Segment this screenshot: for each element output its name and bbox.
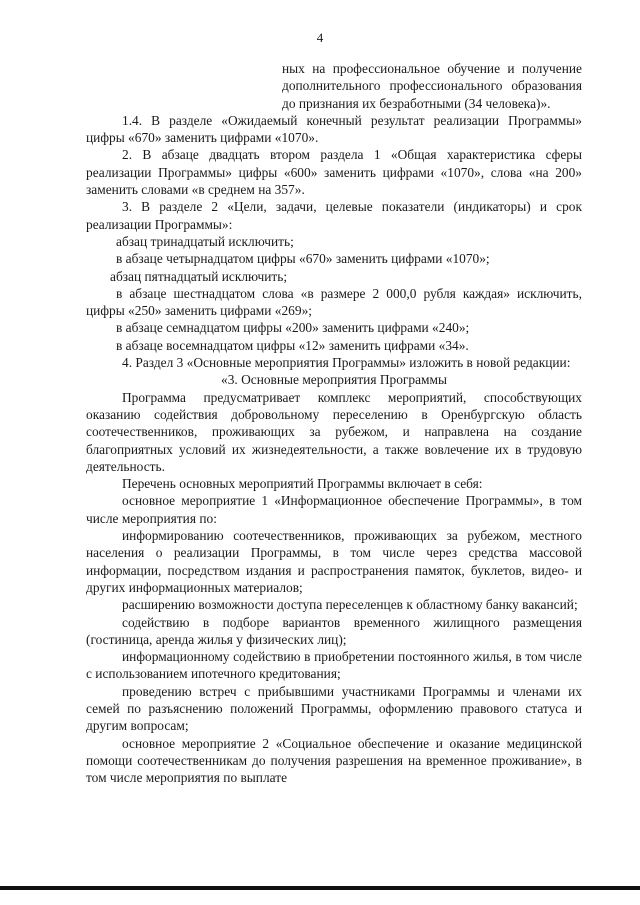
page-number: 4: [316, 30, 324, 45]
paragraph-measure-1-item-3: содействию в подборе вариантов временного жилищного размещения (гостиница, аренда жилья у физических лиц);: [86, 614, 582, 647]
paragraph-4: 4. Раздел 3 «Основные мероприятия Программы» изложить в новой редакции:: [122, 355, 571, 371]
paragraph-measure-1-item-2: расширению возможности доступа переселенцев к областному банку вакансий;: [122, 597, 578, 613]
paragraph-measure-1-item-4: информационному содействию в приобретении постоянного жилья, в том числе с использованием ипотечного кредитования;: [86, 649, 582, 682]
paragraph-3-item-6: в абзаце восемнадцатом цифры «12» заменить цифрами «34».: [116, 337, 469, 353]
paragraph-3-item-4: в абзаце шестнадцатом слова «в размере 2 000,0 рубля каждая» исключить, цифры «250» заменить цифрами «269»;: [86, 285, 582, 319]
paragraph-measure-1: основное мероприятие 1 «Информационное обеспечение Программы», в том числе мероприятия по:: [86, 493, 582, 526]
section-heading: «3. Основные мероприятия Программы: [221, 372, 447, 388]
paragraph-2: 2. В абзаце двадцать втором раздела 1 «Общая характеристика сферы реализации Программы» цифры «600» заменить цифрами «1070», слова «на 200» заменить словами «в среднем на 357».: [86, 147, 582, 198]
paragraph-3-item-2: в абзаце четырнадцатом цифры «670» заменить цифрами «1070»;: [116, 251, 490, 267]
paragraph-program-intro: Программа предусматривает комплекс мероприятий, способствующих оказанию содействия добровольному переселению в Оренбургскую область соотечественников, проживающих за рубежом, и направлена на создание благоприятных условий их жизнедеятельности, а также вовлечение их в трудовую деятельность.: [86, 389, 582, 474]
paragraph-list-intro: Перечень основных мероприятий Программы включает в себя:: [122, 476, 483, 492]
bottom-rule: [0, 886, 640, 890]
paragraph-3: 3. В разделе 2 «Цели, задачи, целевые показатели (индикаторы) и срок реализации Программы»:: [86, 199, 582, 232]
paragraph-measure-1-item-5: проведению встреч с прибывшими участниками Программы и членами их семей по разъяснению положений Программы, оформлению правового статуса и другим вопросам;: [86, 683, 582, 734]
paragraph-1-4: 1.4. В разделе «Ожидаемый конечный результат реализации Программы» цифры «670» заменить цифрами «1070».: [86, 112, 582, 146]
paragraph-measure-2: основное мероприятие 2 «Социальное обеспечение и оказание медицинской помощи соотечественникам до получения разрешения на временное проживание», в том числе мероприятия по выплате: [86, 735, 582, 786]
document-body: [86, 60, 582, 786]
paragraph-3-item-1: абзац тринадцатый исключить;: [116, 233, 294, 249]
paragraph-3-item-3: абзац пятнадцатый исключить;: [110, 268, 288, 284]
paragraph-measure-1-item-1: информированию соотечественников, проживающих за рубежом, местного населения о реализации Программы, в том числе через средства массовой информации, посредством издания и распространения памяток, буклетов, видео- и других информационных материалов;: [86, 528, 582, 595]
paragraph-3-item-5: в абзаце семнадцатом цифры «200» заменить цифрами «240»;: [116, 320, 470, 336]
paragraph-continuation: ных на профессиональное обучение и получение дополнительного профессионального образования до признания их безработными (34 человека)».: [282, 61, 582, 111]
